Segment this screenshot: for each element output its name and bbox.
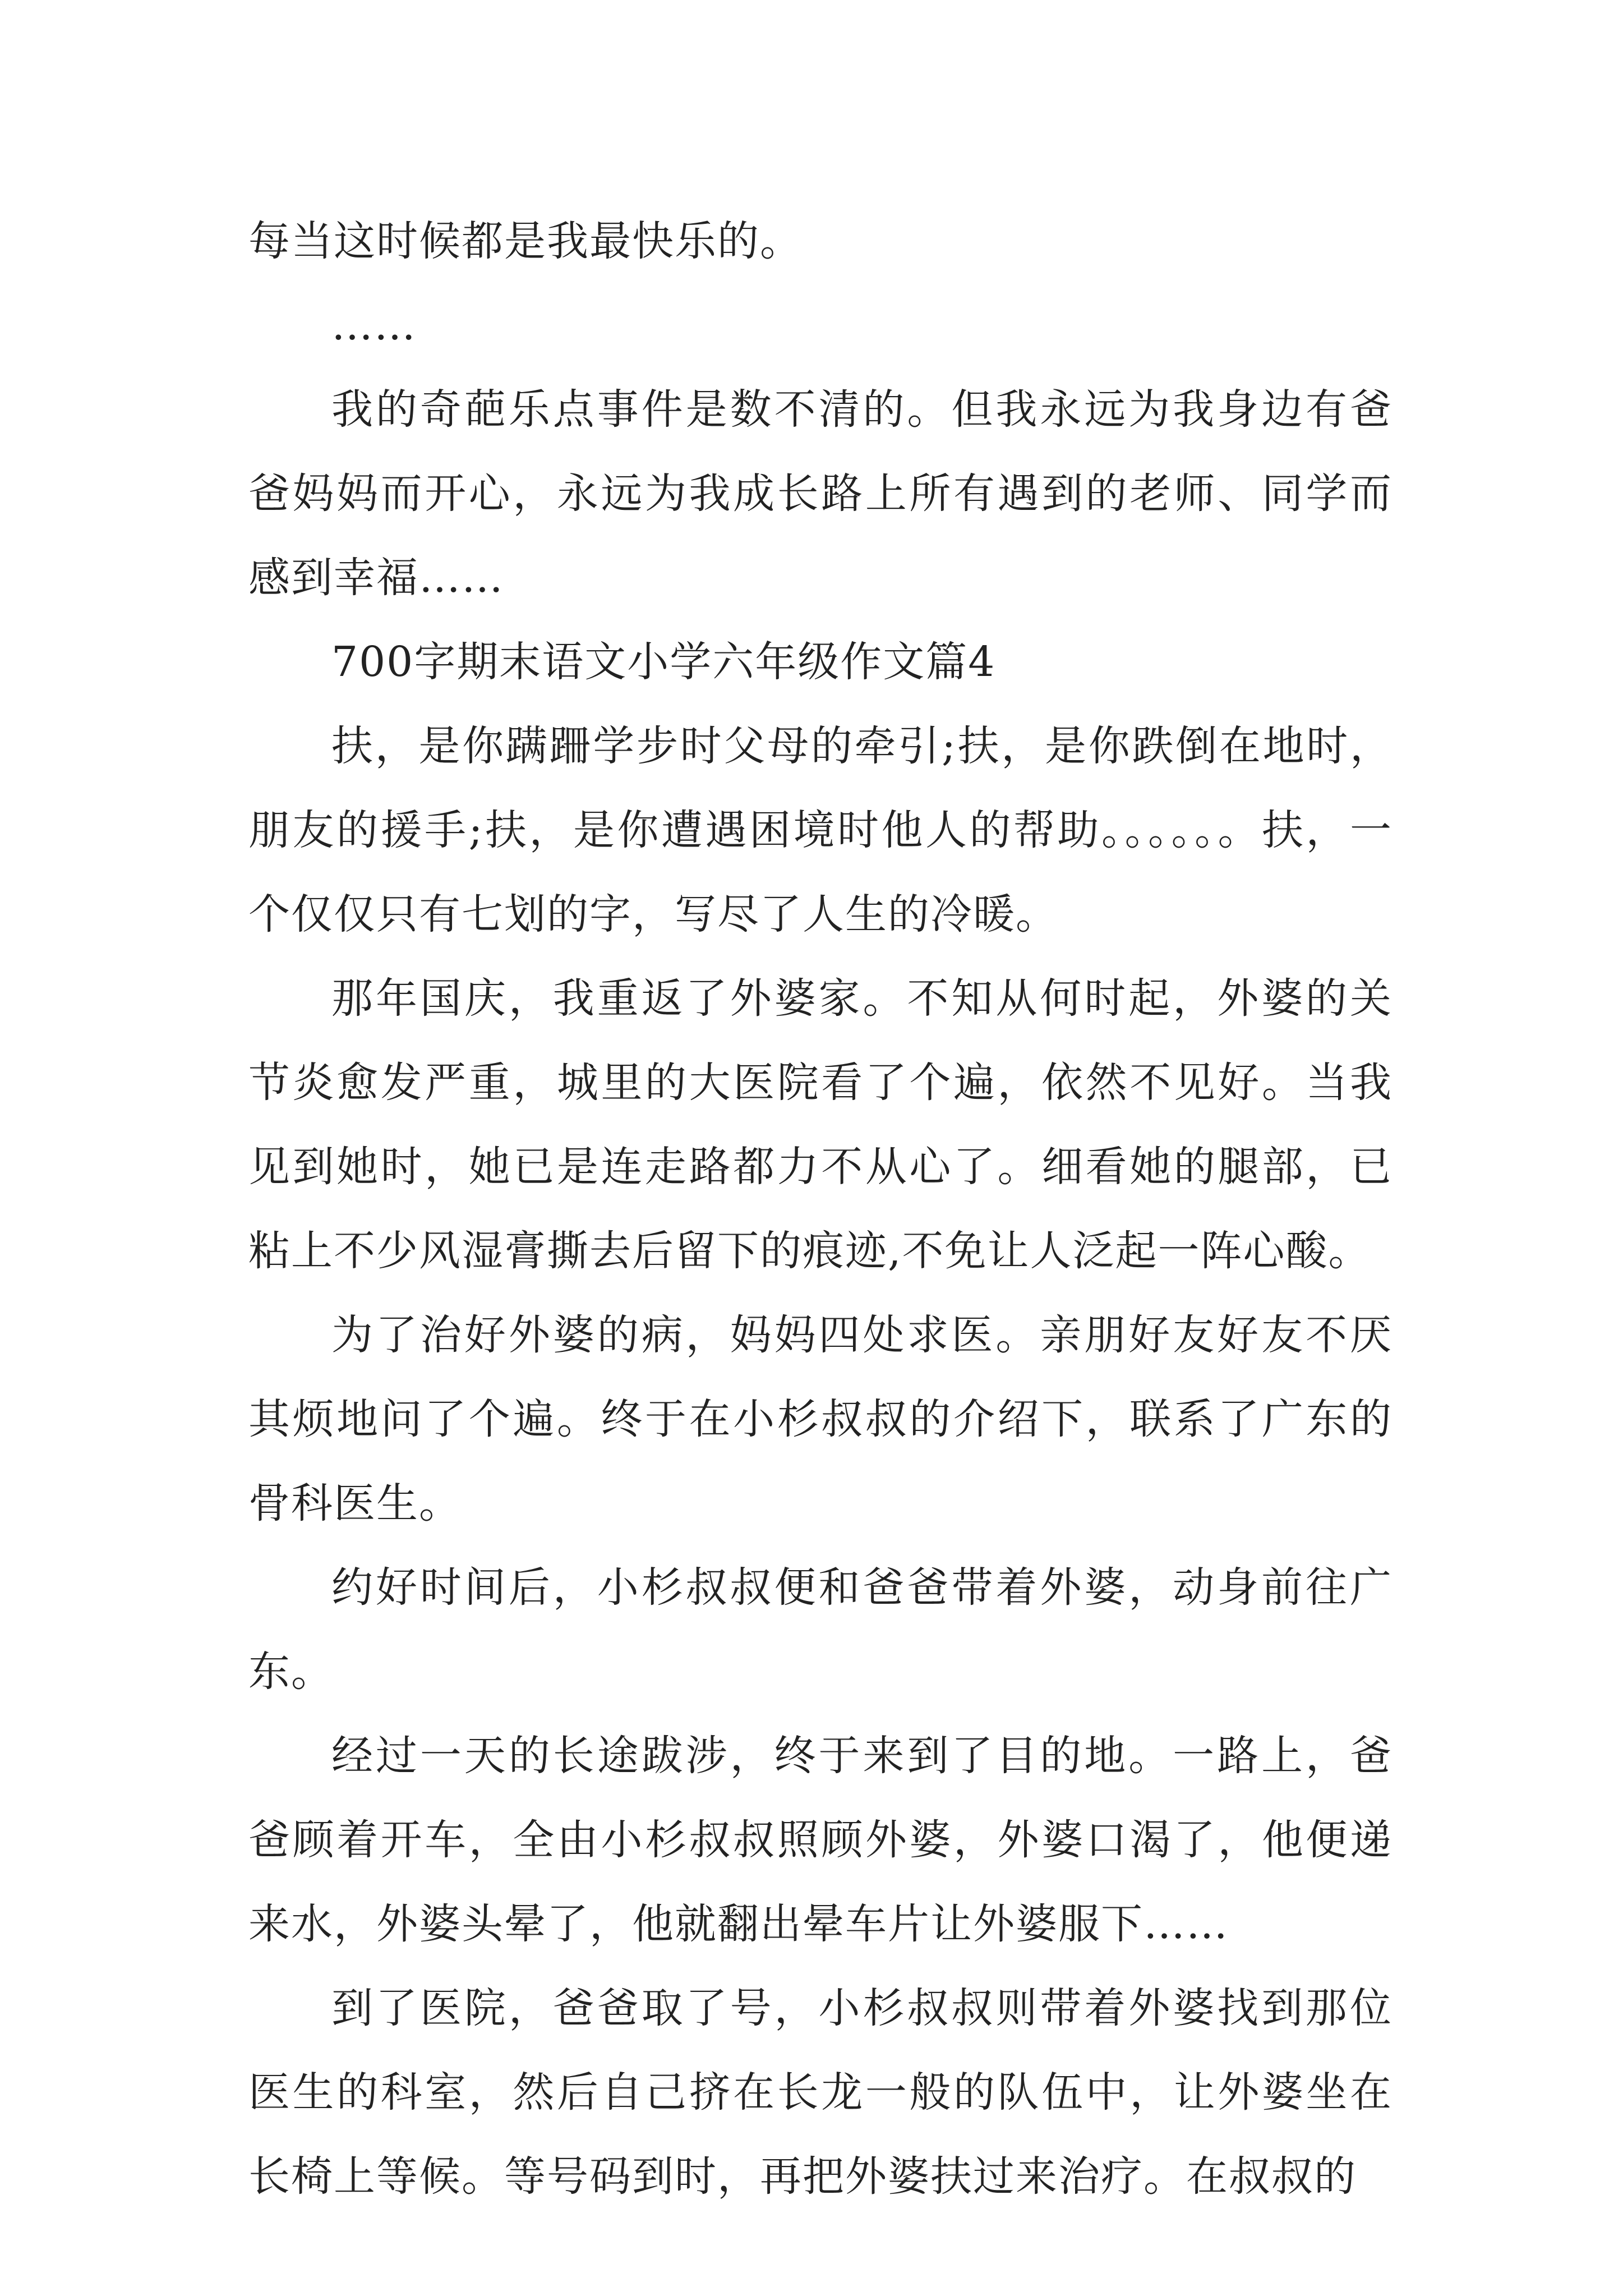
paragraph-6: 那年国庆，我重返了外婆家。不知从何时起，外婆的关节炎愈发严重，城里的大医院看了个遍，依然不见好。当我见到她时，她已是连走路都力不从心了。细看她的腿部，已粘上不少风湿膏撕去后留下的痕迹,不免让人泛起一阵心酸。 [248,974,1393,1275]
paragraph-1: 每当这时候都是我最快乐的。 [248,217,803,265]
paragraph-3: 我的奇葩乐点事件是数不清的。但我永远为我身边有爸爸妈妈而开心，永远为我成长路上所有遇到的老师、同学而感到幸福…… [248,385,1393,602]
paragraph-5: 扶，是你蹒跚学步时父母的牵引;扶，是你跌倒在地时，朋友的援手;扶，是你遭遇困境时他人的帮助。。。。。。扶，一个仅仅只有七划的字，写尽了人生的冷暖。 [248,722,1393,938]
paragraph-8: 约好时间后，小杉叔叔便和爸爸带着外婆，动身前往广东。 [248,1563,1393,1696]
section-heading: 700字期末语文小学六年级作文篇4 [331,638,996,686]
paragraph-9: 经过一天的长途跋涉，终于来到了目的地。一路上，爸爸顾着开车，全由小杉叔叔照顾外婆，外婆口渴了，他便递来水，外婆头晕了，他就翻出晕车片让外婆服下…… [248,1732,1393,1948]
paragraph-ellipsis-1: …… [331,301,417,349]
body-text [248,199,1393,2219]
paragraph-7: 为了治好外婆的病，妈妈四处求医。亲朋好友好友不厌其烦地问了个遍。终于在小杉叔叔的介绍下，联系了广东的骨科医生。 [248,1311,1393,1527]
paragraph-10: 到了医院，爸爸取了号，小杉叔叔则带着外婆找到那位医生的科室，然后自己挤在长龙一般的队伍中，让外婆坐在长椅上等候。等号码到时，再把外婆扶过来治疗。在叔叔的 [248,1984,1393,2201]
